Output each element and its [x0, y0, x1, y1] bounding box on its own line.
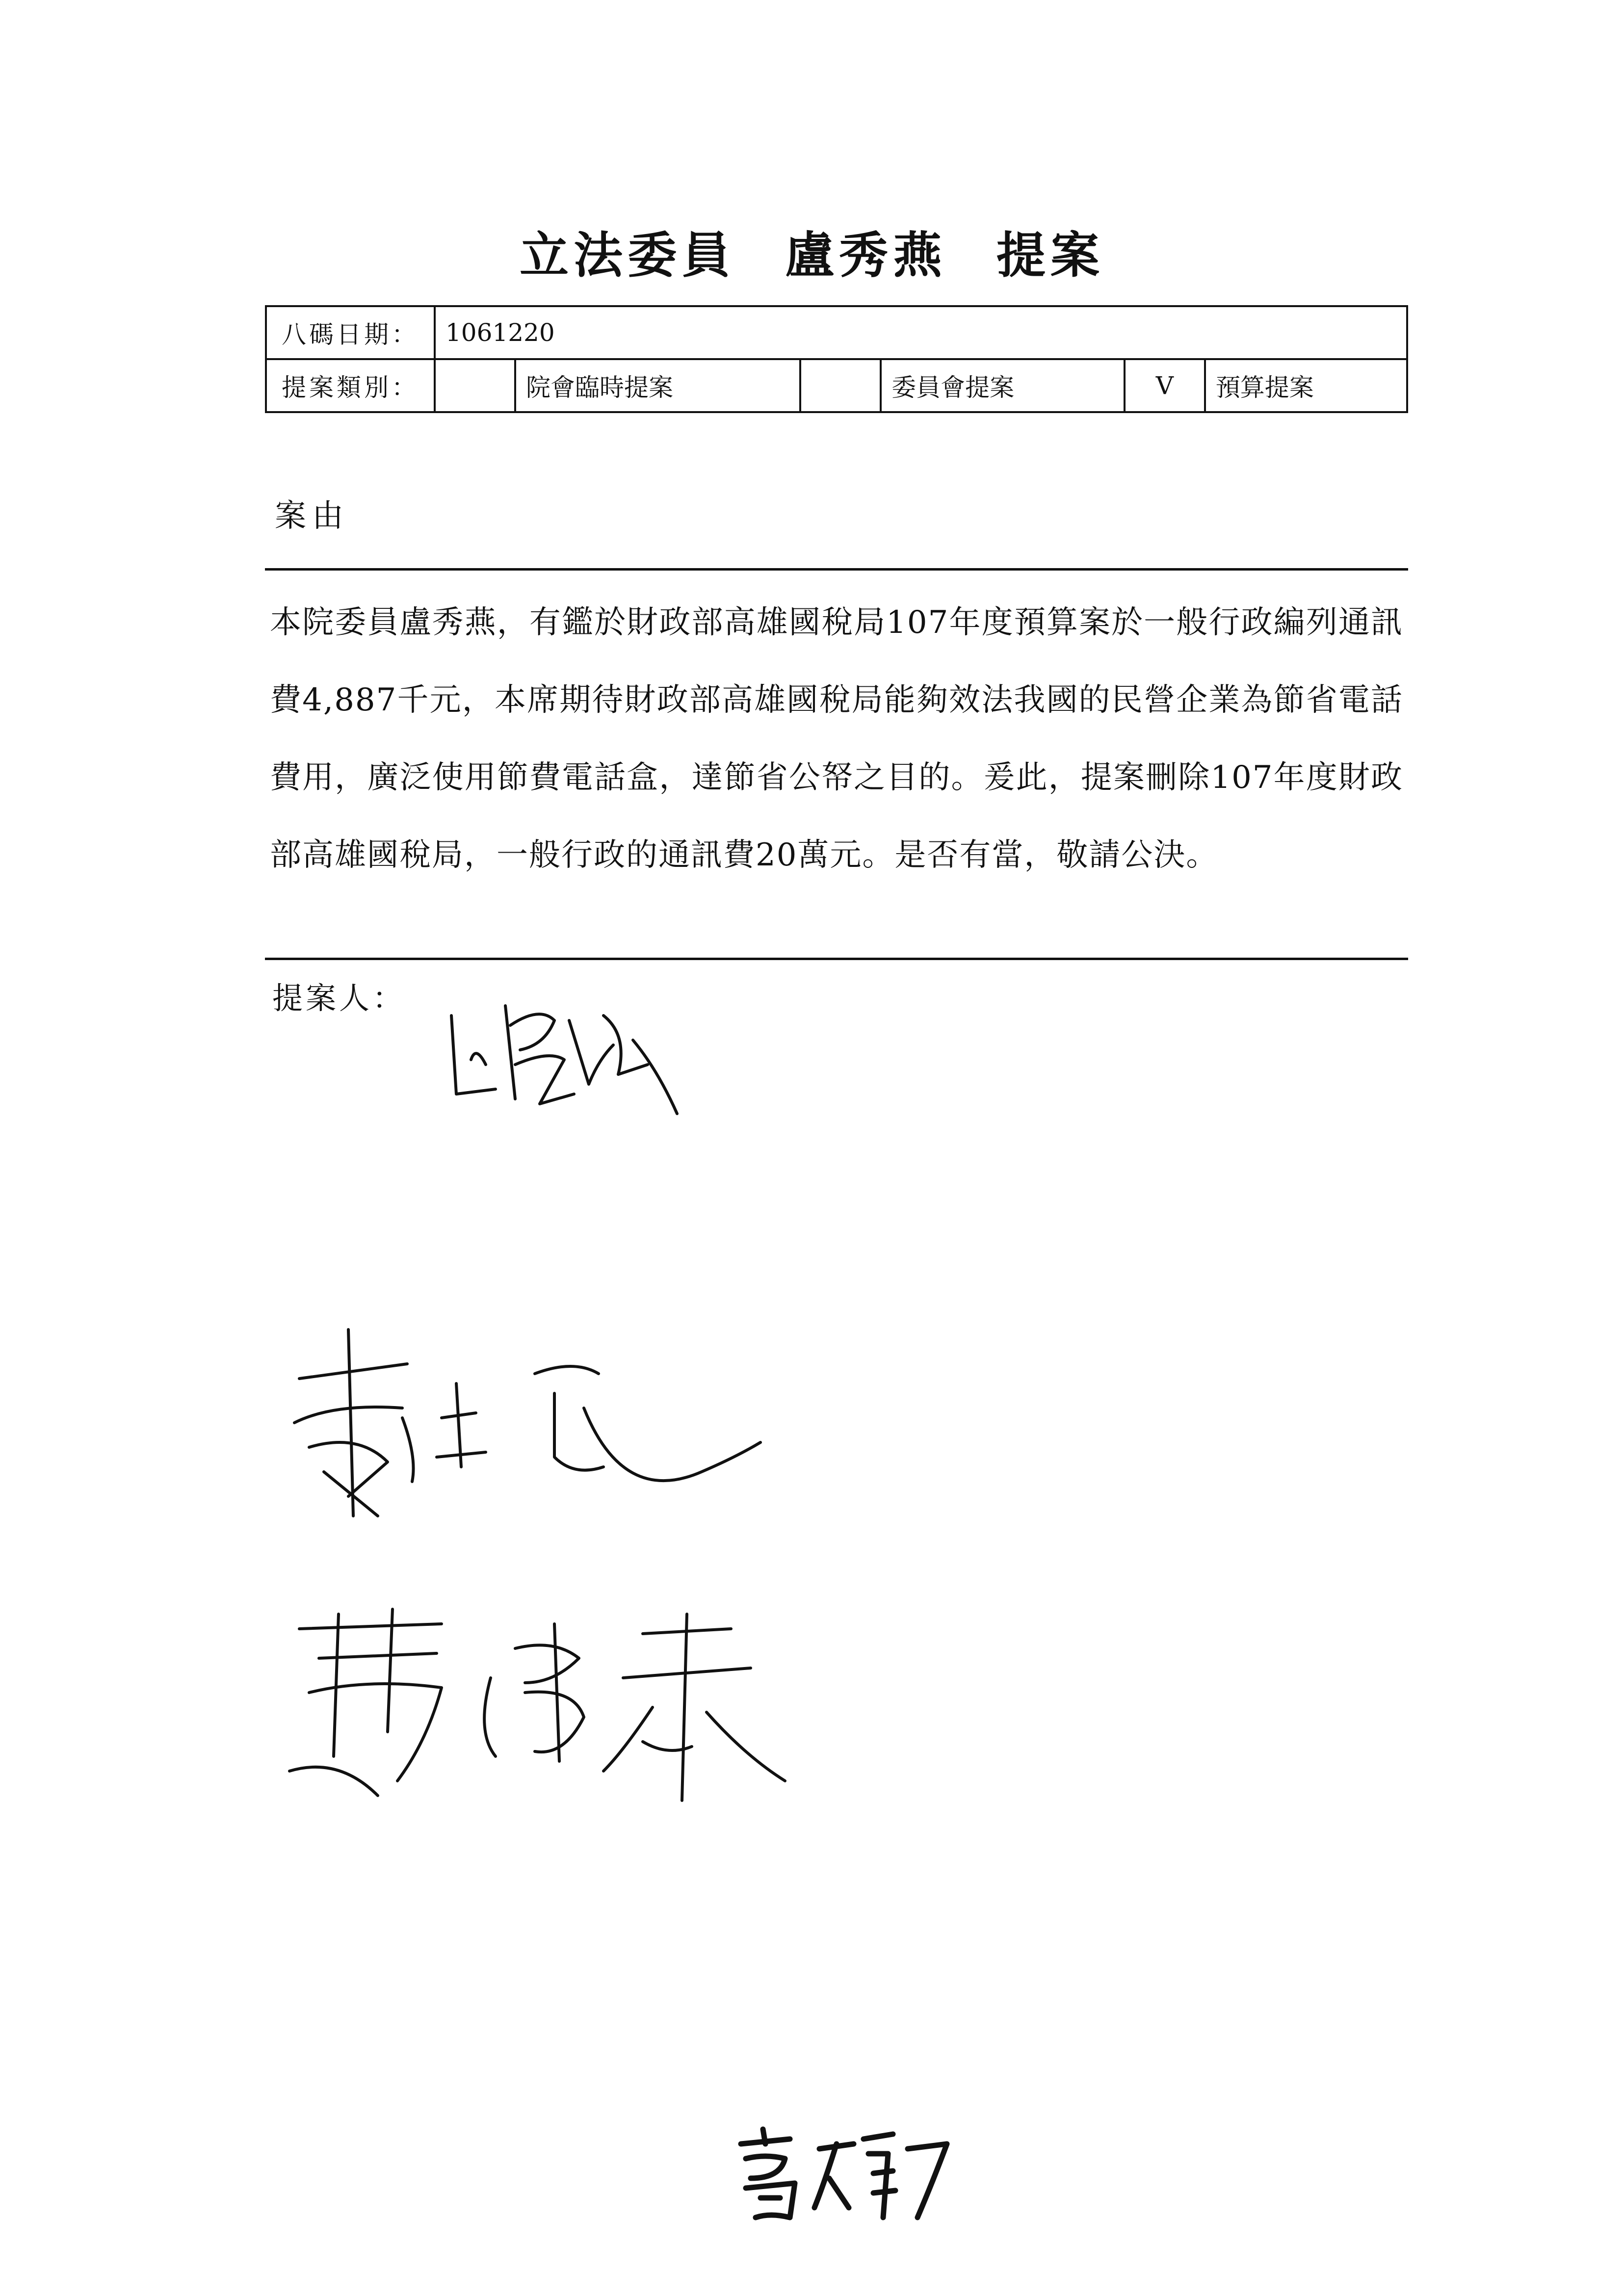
- divider-top: [265, 568, 1408, 571]
- divider-bottom: [265, 958, 1408, 960]
- proposer-signature: [442, 986, 697, 1133]
- category-option-2: 委員會提案: [881, 359, 1125, 412]
- proposer-label: 提案人：: [272, 980, 406, 1016]
- category-option-1: 院會臨時提案: [515, 359, 800, 412]
- title-type: 提案: [996, 226, 1104, 284]
- cosigner-signature-2: [280, 1594, 800, 1820]
- category-mark-2: [800, 359, 881, 412]
- title-name: 盧秀燕: [785, 226, 947, 284]
- handwritten-note: [726, 2124, 957, 2234]
- code-value: 1061220: [435, 306, 1407, 359]
- document-title: [0, 216, 1624, 287]
- category-option-3: 預算提案: [1205, 359, 1407, 412]
- category-label: 提案類別：: [266, 359, 435, 412]
- proposal-meta-table: [265, 305, 1408, 413]
- code-label: 八碼日期：: [266, 306, 435, 359]
- case-body: 本院委員盧秀燕，有鑑於財政部高雄國稅局107年度預算案於一般行政編列通訊費4,887千元，本席期待財政部高雄國稅局能夠效法我國的民營企業為節省電話費用，廣泛使用節費電話盒，達節省公帑之目的。爰此，提案刪除107年度財政部高雄國稅局，一般行政的通訊費20萬元。是否有當，敬請公決。: [270, 604, 1403, 873]
- category-mark-3: V: [1125, 359, 1205, 412]
- category-mark-1: [435, 359, 515, 412]
- cosigner-signature-1: [280, 1320, 770, 1545]
- case-heading: 案由: [275, 498, 349, 534]
- code-row: [266, 306, 1407, 359]
- category-row: [266, 359, 1407, 412]
- title-role: 立法委員: [520, 226, 736, 284]
